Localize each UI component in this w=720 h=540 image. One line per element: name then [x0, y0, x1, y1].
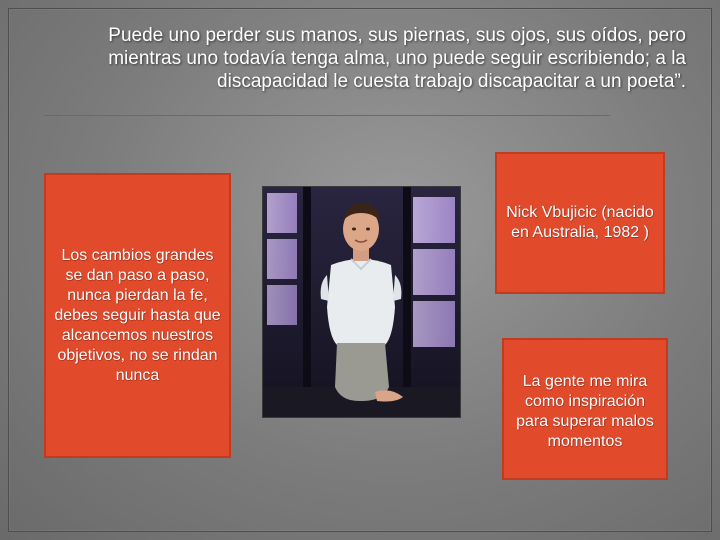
portrait-illustration	[263, 187, 460, 417]
bio-box	[495, 152, 665, 294]
motivation-text: Los cambios grandes se dan paso a paso, nunca pierdan la fe, debes seguir hasta que alcancemos nuestros objetivos, no se rindan nunca	[54, 246, 221, 384]
bio-text: Nick Vbujicic (nacido en Australia, 1982 )	[506, 204, 654, 241]
inspiration-text: La gente me mira como inspiración para superar malos momentos	[516, 373, 654, 450]
motivation-box	[44, 173, 231, 458]
quote-text: Puede uno perder sus manos, sus piernas, sus ojos, sus oídos, pero mientras uno todavía tenga alma, uno puede seguir escribiendo; a la discapacidad le cuesta trabajo discapacitar a un poeta”.	[108, 25, 686, 92]
divider-line	[44, 115, 610, 116]
inspiration-box	[502, 338, 668, 480]
portrait-photo	[262, 186, 461, 418]
